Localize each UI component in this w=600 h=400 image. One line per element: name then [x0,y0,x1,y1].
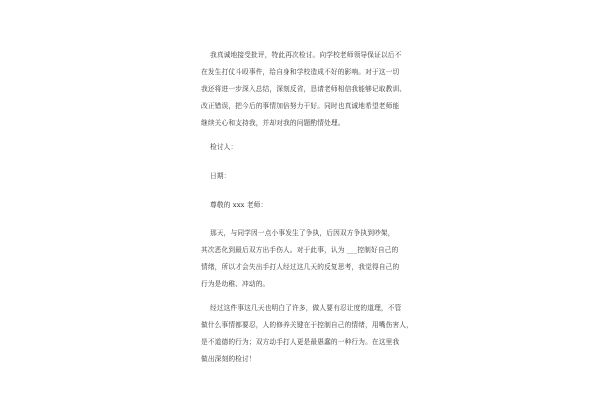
paragraph-3-line-1: 经过这件事这几天也明白了许多，做人要有忍让度的道理，不管 [210,304,402,312]
paragraph-2-line-1: 那天，与同学因一点小事发生了争执，后因双方争执到吵架， [210,229,395,237]
paragraph-2-line-3: 情绪，所以才会失出手打人经过这几天的反复思考，我觉得自己的 [201,263,400,271]
paragraph-2-line-2: 其次恶化到最后双方出手伤人。对于此事，认为 ___控制好自己的 [201,246,399,254]
date-label: 日期： [210,172,231,180]
paragraph-1-line-2: 在发生打仗斗殴事件，给自身和学校造成不好的影响。对于这一切 [201,68,400,76]
paragraph-2-line-4: 行为是幼稚、冲动的。 [201,280,270,288]
paragraph-1-line-4: 改正错误，把今后的事情加倍努力干好。同时也真诚地希望老师能 [201,102,400,110]
paragraph-3-line-2: 做什么事情都要忍，人的修养关键在于控制自己的情绪，用嘴伤害人， [201,321,413,329]
paragraph-1-line-5: 继续关心和支持我，并却对我的问题酌情处理。 [201,119,345,127]
paragraph-3-line-4: 做出深刻的检讨！ [201,355,256,363]
paragraph-1-line-1: 我真诚地接受批评，特此再次检讨。向学校老师领导保证以后不 [210,51,402,59]
salutation: 尊敬的 xxx 老师： [210,201,268,209]
paragraph-3-line-3: 是不道德的行为；双方动手打人更是最愚蠢的一种行为。在这里我 [201,338,400,346]
signature-label: 检讨人： [210,143,238,151]
paragraph-1-line-3: 我还将进一步深入总结，深刻反省，恳请老师相信我能够记取教训、 [201,85,407,93]
